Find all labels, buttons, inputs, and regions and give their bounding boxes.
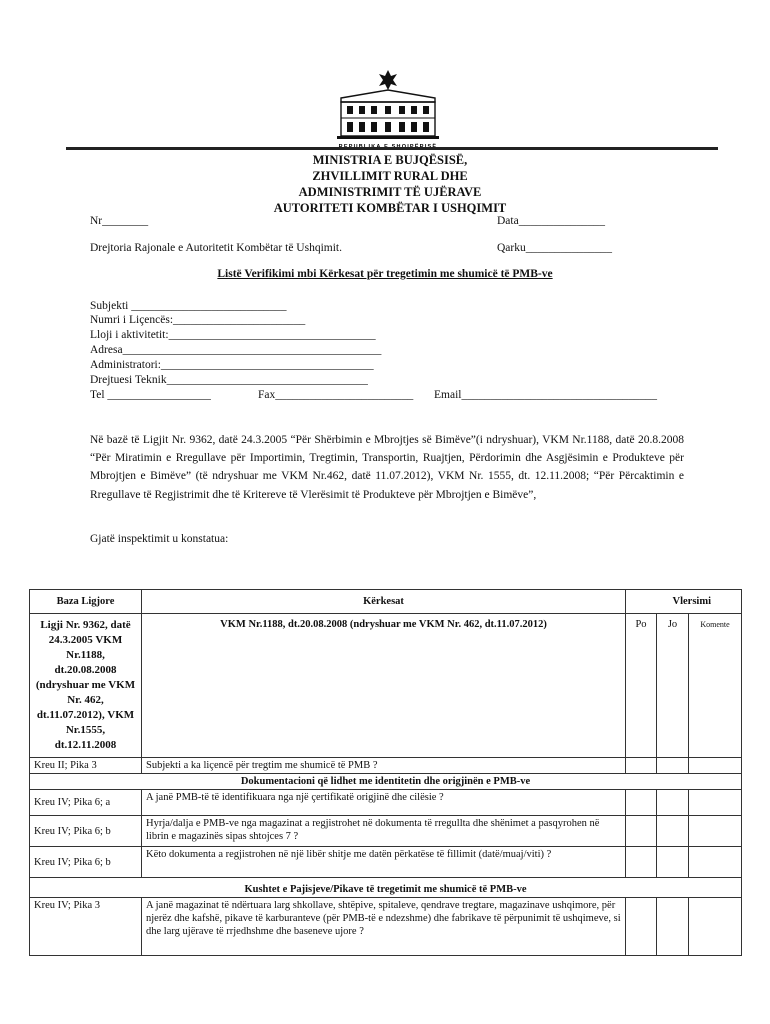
po-checkbox-cell[interactable] [626, 790, 657, 816]
section-title-equipment: Kushtet e Pajisjeve/Pikave të tregetimit me shumicë të PMB-ve [30, 878, 742, 898]
jo-header: Jo [657, 614, 689, 758]
header-requirements: Kërkesat [142, 590, 626, 614]
comment-cell[interactable] [689, 758, 742, 774]
email-field[interactable]: Email__________________________________ [434, 389, 657, 401]
number-field[interactable]: Nr________ [90, 215, 149, 227]
row-requirement: Subjekti a ka liçencë për tregtim me shumicë të PMB ? [142, 758, 626, 774]
po-checkbox-cell[interactable] [626, 898, 657, 956]
region-field[interactable]: Qarku_______________ [497, 242, 612, 254]
row-ref: Kreu II; Pika 3 [30, 758, 142, 774]
table-row [30, 847, 742, 878]
table-row [30, 816, 742, 847]
republic-emblem-logo [333, 68, 443, 150]
po-checkbox-cell[interactable] [626, 758, 657, 774]
document-title: Listë Verifikimi mbi Kërkesat për tregetimin me shumicë të PMB-ve [217, 268, 553, 280]
row-requirement: A janë PMB-të të identifikuara nga një çertifikatë origjinë dhe cilësie ? [142, 790, 626, 816]
jo-checkbox-cell[interactable] [657, 847, 689, 878]
jo-checkbox-cell[interactable] [657, 816, 689, 847]
table-header-row [30, 590, 742, 614]
table-row [30, 758, 742, 774]
row-requirement: Këto dokumenta a regjistrohen në një libër shitje me datën përkatëse të fillimit (datë/muaj/viti) ? [142, 847, 626, 878]
po-checkbox-cell[interactable] [626, 816, 657, 847]
subject-field[interactable]: Subjekti ___________________________ [90, 300, 287, 312]
jo-checkbox-cell[interactable] [657, 898, 689, 956]
tel-field[interactable]: Tel __________________ [90, 389, 211, 401]
header-evaluation: Vlersimi [626, 590, 742, 614]
legal-basis-cell: Ligji Nr. 9362, datë 24.3.2005 VKM Nr.1188, dt.20.08.2008 (ndryshuar me VKM Nr. 462, dt.11.07.2012), VKM Nr.1555, dt.12.11.2008 [30, 614, 142, 758]
comment-cell[interactable] [689, 898, 742, 956]
comment-cell[interactable] [689, 816, 742, 847]
activity-type-field[interactable]: Lloji i aktivitetit:____________________________________ [90, 329, 376, 341]
comment-cell[interactable] [689, 847, 742, 878]
licence-number-field[interactable]: Numri i Liçencës:_______________________ [90, 314, 306, 326]
row-ref: Kreu IV; Pika 6; b [30, 816, 142, 847]
fax-field[interactable]: Fax________________________ [258, 389, 414, 401]
row-ref: Kreu IV; Pika 6; a [30, 790, 142, 816]
vkm-header-cell: VKM Nr.1188, dt.20.08.2008 (ndryshuar me VKM Nr. 462, dt.11.07.2012) [142, 614, 626, 758]
table-row [30, 614, 742, 758]
row-ref: Kreu IV; Pika 3 [30, 898, 142, 956]
legal-basis-paragraph: Në bazë të Ligjit Nr. 9362, datë 24.3.2005 “Për Shërbimin e Mbrojtjes së Bimëve”(i ndryshuar), VKM Nr.1188, datë 20.8.2008 “Për Miratimin e Rregullave për Importimin, Tregtimin, Transportin, Ruajtjen, Përdorimin dhe Asgjësimin e Produkteve për Mbrojtjen e Bimëve” (të ndryshuar me VKM Nr.462, datë 11.07.2012), VKM Nr. 1555, dt. 12.11.2008; “Për Përcaktimin e Rregullave të Regjistrimit dhe të Kritereve të Vlerësimit të Produkteve për Mbrojtjen e Bimëve”, [90, 434, 684, 501]
regional-directorate: Drejtoria Rajonale e Autoritetit Kombëtar të Ushqimit. [90, 242, 342, 254]
po-header: Po [626, 614, 657, 758]
jo-checkbox-cell[interactable] [657, 758, 689, 774]
verification-table [29, 589, 742, 956]
section-row [30, 878, 742, 898]
section-row [30, 774, 742, 790]
ministry-line-4: AUTORITETI KOMBËTAR I USHQIMIT [273, 201, 507, 215]
row-requirement: Hyrja/dalja e PMB-ve nga magazinat a regjistrohet në dokumenta të rregullta dhe shënimet a pasqyrohen në librin e magazinës sipas shtojces 7 ? [142, 816, 626, 847]
row-requirement: A janë magazinat të ndërtuara larg shkollave, shtëpive, spitaleve, qendrave tregtare, magazinave ushqimore, për njerëz dhe kafshë, pikave të karburanteve (për PMB-të e ndezshme) dhe fabrikave të përpunimit të ushqimeve, si dhe larg ujërave të rrjedhshme dhe baseneve ujore ? [142, 898, 626, 956]
section-title-documentation: Dokumentacioni që lidhet me identitetin dhe origjinën e PMB-ve [30, 774, 742, 790]
date-field[interactable]: Data_______________ [497, 215, 605, 227]
table-row [30, 898, 742, 956]
ministry-line-1: MINISTRIA E BUJQËSISË, [312, 153, 468, 167]
comments-header: Komente [689, 614, 742, 758]
header-divider [66, 147, 718, 150]
address-field[interactable]: Adresa_____________________________________________ [90, 344, 382, 356]
jo-checkbox-cell[interactable] [657, 790, 689, 816]
header-legal-basis: Baza Ligjore [30, 590, 142, 614]
ministry-heading [180, 152, 600, 216]
technical-director-field[interactable]: Drejtuesi Teknik___________________________________ [90, 374, 368, 386]
administrator-field[interactable]: Administratori:_____________________________________ [90, 359, 374, 371]
po-checkbox-cell[interactable] [626, 847, 657, 878]
inspection-note: Gjatë inspektimit u konstatua: [90, 533, 229, 545]
ministry-line-2: ZHVILLIMIT RURAL DHE [312, 169, 468, 183]
ministry-line-3: ADMINISTRIMIT TË UJËRAVE [298, 185, 482, 199]
row-ref: Kreu IV; Pika 6; b [30, 847, 142, 878]
comment-cell[interactable] [689, 790, 742, 816]
table-row [30, 790, 742, 816]
